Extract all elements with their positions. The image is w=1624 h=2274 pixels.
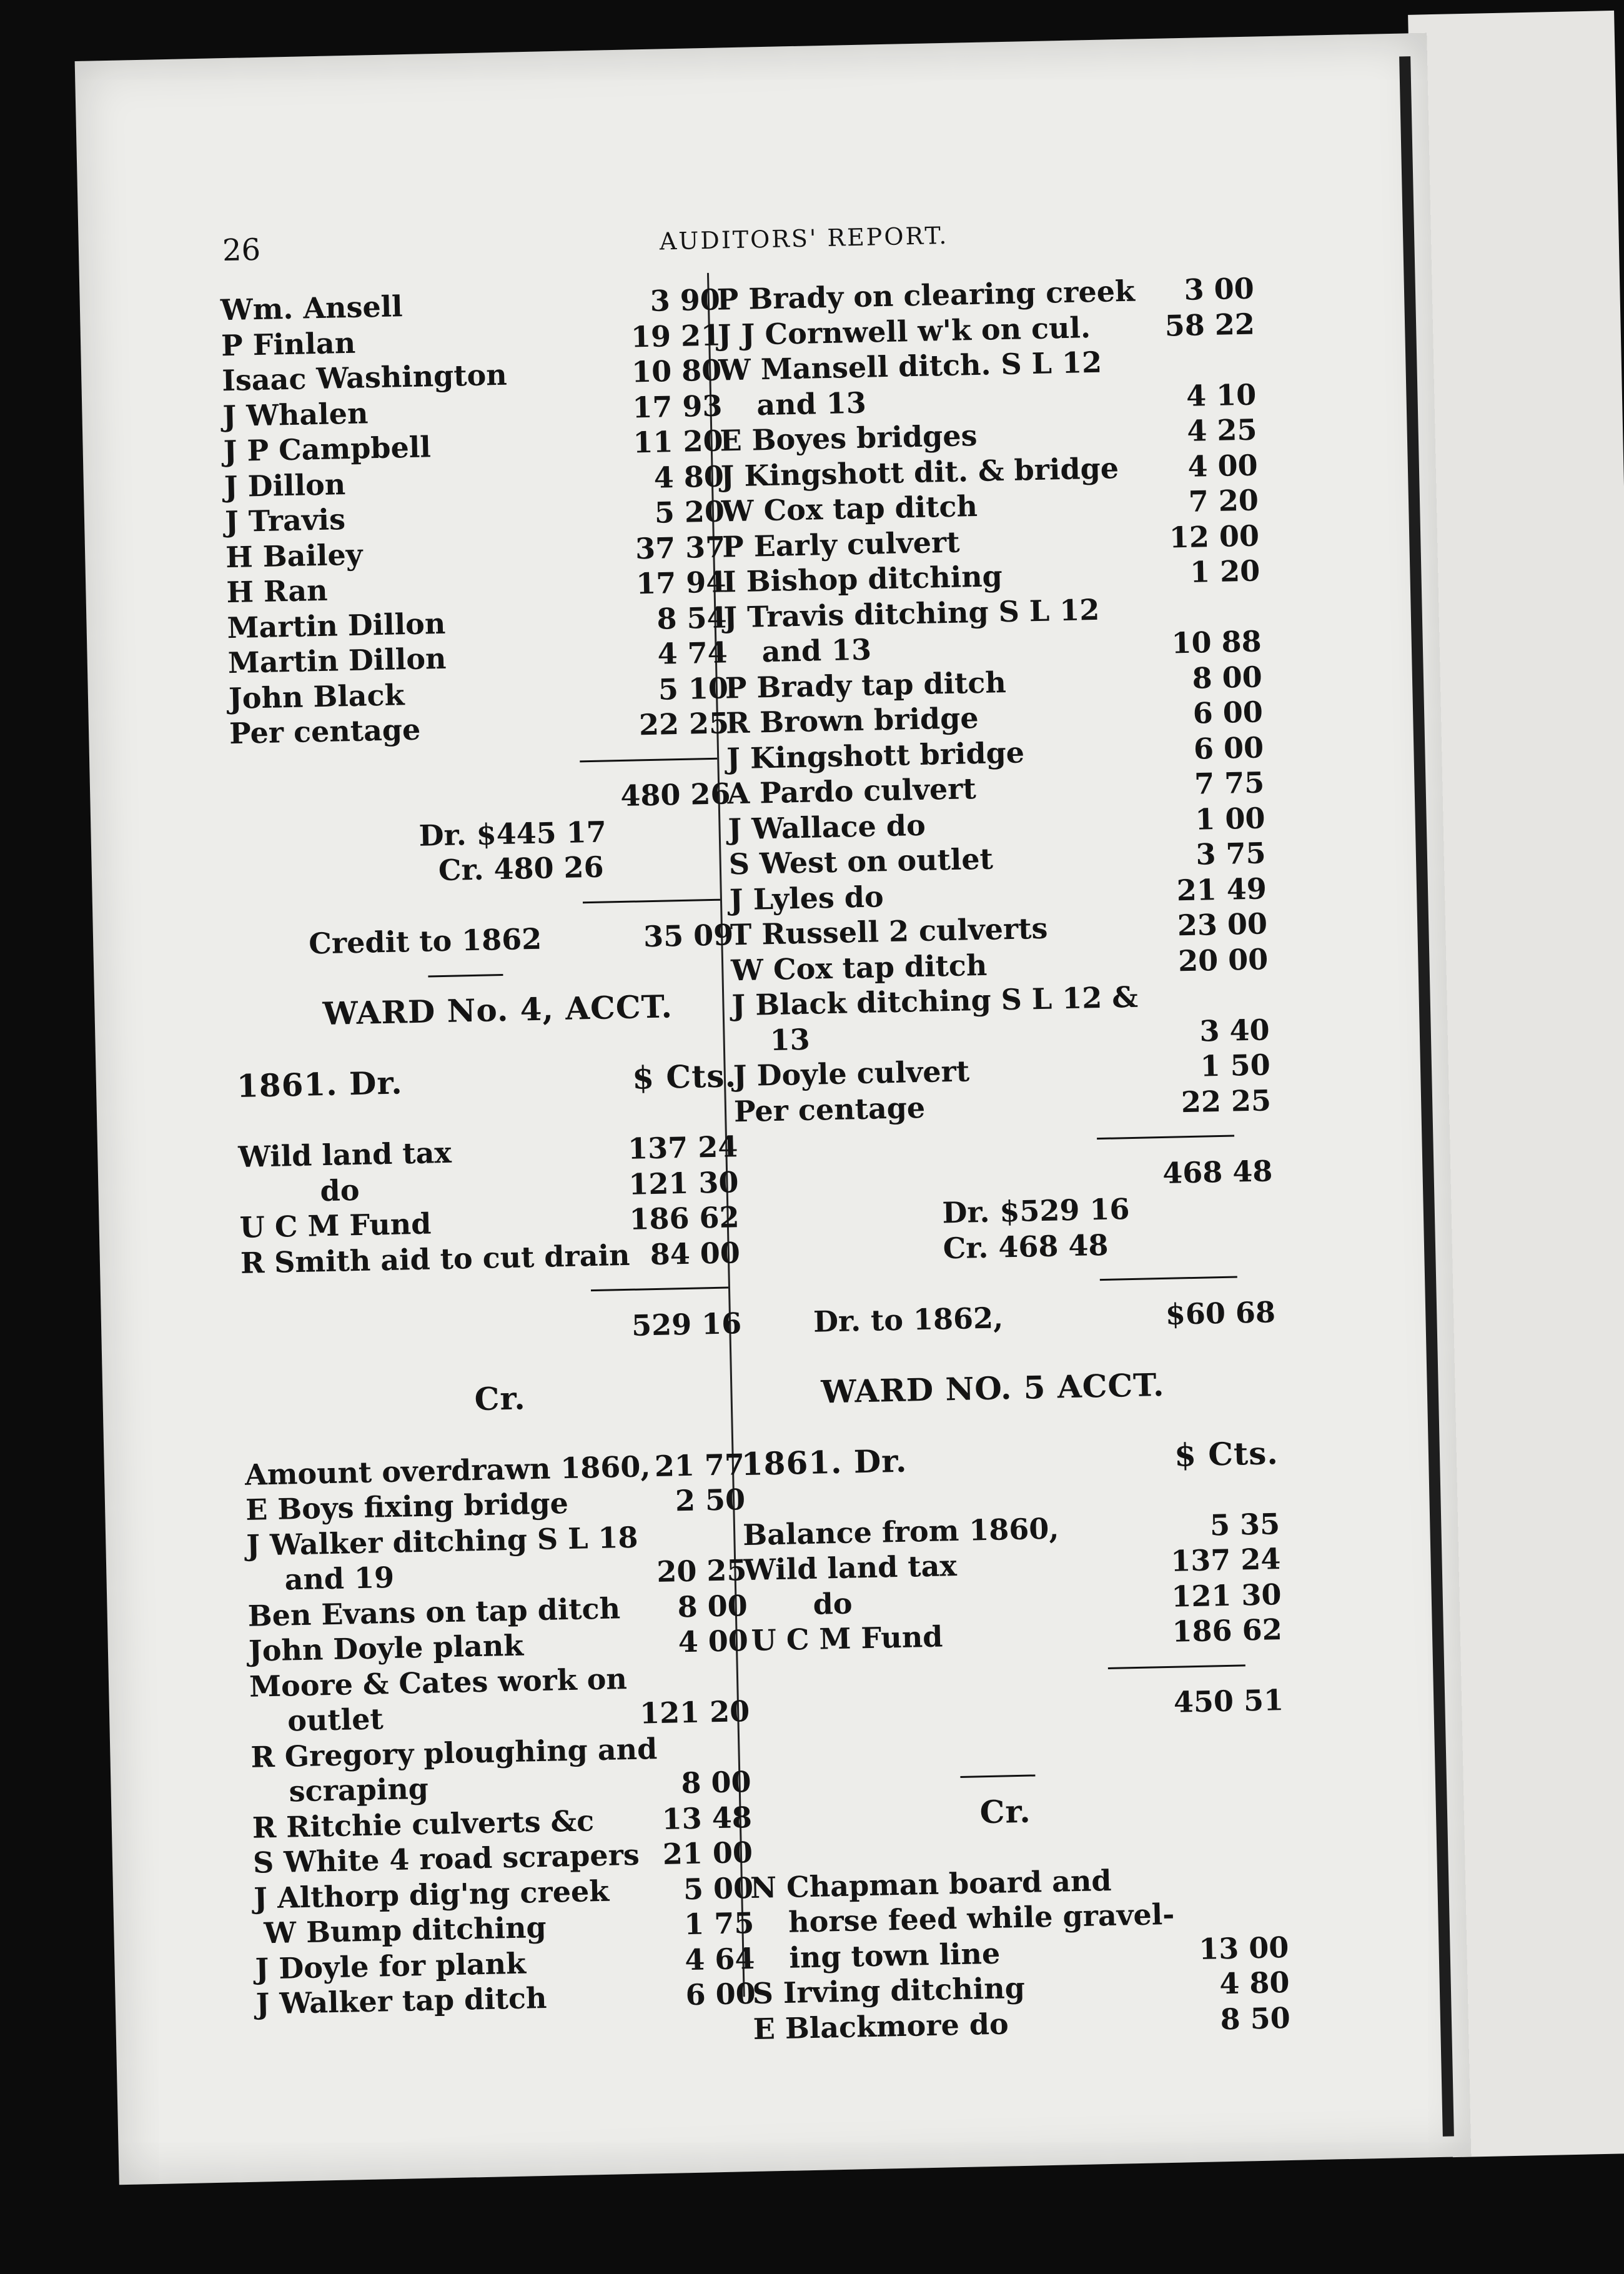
entry-amount: 121 20 bbox=[639, 1694, 750, 1730]
entry-amount: 3 40 bbox=[1199, 1012, 1270, 1048]
entry-label: Cr. 468 48 bbox=[943, 1228, 1109, 1265]
entry-label: Dr. to 1862, bbox=[813, 1300, 1004, 1339]
entry-amount: 5 20 bbox=[654, 494, 725, 530]
page-sheet bbox=[75, 33, 1472, 2185]
entry-label: J Kingshott bridge bbox=[726, 735, 1025, 775]
sum-rule bbox=[1097, 1135, 1234, 1140]
entry-amount: 21 00 bbox=[662, 1835, 753, 1871]
entry-amount: 58 22 bbox=[1164, 307, 1255, 343]
entry-amount: 480 26 bbox=[620, 777, 731, 813]
entry-label: Balance from 1860, bbox=[742, 1511, 1059, 1552]
entry-amount: $ Cts. bbox=[631, 1057, 737, 1096]
entry-amount: 5 35 bbox=[1209, 1506, 1280, 1542]
entry-label: Martin Dillon bbox=[227, 641, 447, 680]
section-rule bbox=[960, 1774, 1035, 1778]
entry-label: John Doyle plank bbox=[248, 1628, 524, 1668]
entry-label: W Cox tap ditch bbox=[730, 948, 988, 987]
entry-amount: 12 00 bbox=[1169, 519, 1260, 555]
entry-label: S Irving ditching bbox=[752, 1970, 1026, 2010]
entry-label: Wild land tax bbox=[743, 1549, 958, 1587]
entry-label: U C M Fund bbox=[751, 1619, 943, 1657]
entry-label: Martin Dillon bbox=[227, 606, 446, 645]
entry-label: J Travis ditching S L 12 bbox=[723, 592, 1100, 634]
page-number: 26 bbox=[222, 232, 261, 269]
sum-rule bbox=[591, 1287, 728, 1292]
entry-label: 13 bbox=[770, 1022, 811, 1057]
entry-label: E Boys fixing bridge bbox=[245, 1486, 569, 1527]
entry-amount: 20 25 bbox=[656, 1553, 748, 1589]
sum-rule bbox=[1100, 1276, 1237, 1281]
entry-amount: 4 80 bbox=[1219, 1965, 1290, 2001]
page-title: AUDITORS' REPORT. bbox=[659, 221, 949, 256]
entry-label: Cr. bbox=[979, 1792, 1032, 1830]
entry-label: Credit to 1862 bbox=[308, 921, 542, 961]
entry-amount: 121 30 bbox=[628, 1164, 739, 1201]
entry-amount: 4 25 bbox=[1186, 412, 1257, 448]
entry-label: H Bailey bbox=[225, 537, 363, 574]
entry-label: N Chapman board and bbox=[750, 1863, 1112, 1905]
entry-label: W Cox tap ditch bbox=[721, 489, 978, 529]
entry-label: T Russell 2 culverts bbox=[730, 911, 1048, 952]
entry-amount: 6 00 bbox=[1193, 730, 1264, 766]
entry-label: R Ritchie culverts &c bbox=[252, 1803, 595, 1845]
entry-label: WARD NO. 5 ACCT. bbox=[820, 1366, 1165, 1410]
entry-label: J Doyle culvert bbox=[733, 1054, 970, 1093]
entry-label: and 13 bbox=[756, 385, 867, 422]
entry-label: U C M Fund bbox=[239, 1206, 432, 1244]
entry-amount: 468 48 bbox=[1162, 1153, 1273, 1190]
entry-amount: 21 77 bbox=[654, 1447, 745, 1483]
entry-label: Wm. Ansell bbox=[220, 289, 404, 327]
entry-label: W Mansell ditch. S L 12 bbox=[718, 345, 1102, 387]
entry-amount: 529 16 bbox=[631, 1306, 742, 1343]
entry-amount: 4 00 bbox=[678, 1624, 749, 1659]
entry-label: P Early culvert bbox=[721, 525, 960, 564]
entry-label: J J Cornwell w'k on cul. bbox=[717, 310, 1091, 352]
entry-amount: 3 75 bbox=[1196, 836, 1267, 871]
entry-amount: 1 75 bbox=[683, 1905, 755, 1942]
entry-label: J Althorp dig'ng creek bbox=[253, 1874, 610, 1915]
entry-amount: 84 00 bbox=[650, 1235, 741, 1271]
entry-label: A Pardo culvert bbox=[726, 772, 977, 811]
sum-rule bbox=[1108, 1664, 1245, 1669]
entry-amount: 7 75 bbox=[1194, 765, 1265, 801]
entry-amount: 17 93 bbox=[631, 388, 723, 424]
entry-label: Dr. $445 17 bbox=[418, 814, 607, 853]
entry-amount: 19 21 bbox=[630, 317, 721, 354]
entry-label: P Brady tap ditch bbox=[725, 665, 1007, 705]
entry-label: E Blackmore do bbox=[753, 2006, 1009, 2046]
entry-label: J Whalen bbox=[222, 395, 369, 433]
entry-label: Isaac Washington bbox=[221, 357, 508, 398]
entry-label: 1861. Dr. bbox=[741, 1442, 908, 1482]
entry-label: J Travis bbox=[224, 502, 346, 539]
entry-amount: 137 24 bbox=[1170, 1542, 1281, 1578]
entry-label: outlet bbox=[287, 1702, 384, 1738]
entry-label: P Brady on clearing creek bbox=[716, 274, 1136, 317]
entry-label: Dr. $529 16 bbox=[941, 1192, 1131, 1230]
entry-amount: 10 88 bbox=[1171, 624, 1262, 660]
entry-amount: 8 00 bbox=[1192, 659, 1263, 695]
entry-label: J Doyle for plank bbox=[255, 1946, 527, 1986]
entry-amount: 4 74 bbox=[657, 635, 728, 671]
entry-amount: 6 00 bbox=[685, 1976, 756, 2012]
entry-amount: 7 20 bbox=[1188, 483, 1259, 519]
entry-amount: 11 20 bbox=[633, 424, 724, 460]
entry-label: Wild land tax bbox=[237, 1135, 452, 1174]
entry-label: P Finlan bbox=[220, 325, 356, 362]
sum-rule bbox=[583, 898, 720, 903]
entry-amount: 10 80 bbox=[631, 353, 722, 389]
entry-amount: 17 94 bbox=[635, 565, 726, 601]
entry-label: do bbox=[813, 1586, 853, 1621]
entry-amount: 23 00 bbox=[1177, 906, 1268, 943]
entry-amount: 137 24 bbox=[627, 1130, 738, 1166]
entry-amount: 450 51 bbox=[1173, 1683, 1284, 1719]
entry-label: scraping bbox=[289, 1771, 429, 1809]
entry-amount: 21 49 bbox=[1176, 871, 1267, 907]
entry-amount: 22 25 bbox=[1181, 1083, 1272, 1119]
entry-label: S West on outlet bbox=[728, 842, 994, 881]
entry-label: Moore & Cates work on bbox=[249, 1661, 628, 1704]
sum-rule bbox=[580, 757, 717, 762]
entry-label: W Bump ditching bbox=[263, 1910, 547, 1950]
entry-label: J Black ditching S L 12 & bbox=[731, 980, 1139, 1023]
entry-amount: 8 00 bbox=[677, 1588, 748, 1624]
entry-amount: 5 10 bbox=[658, 670, 729, 707]
entry-label: S White 4 road scrapers bbox=[252, 1837, 640, 1880]
entry-amount: $ Cts. bbox=[1174, 1434, 1279, 1474]
entry-label: Ben Evans on tap ditch bbox=[247, 1591, 621, 1633]
entry-label: Per centage bbox=[733, 1090, 926, 1128]
entry-amount: 186 62 bbox=[629, 1200, 740, 1236]
entry-amount: 13 48 bbox=[661, 1800, 753, 1836]
entry-amount: 8 00 bbox=[680, 1764, 752, 1800]
entry-label: WARD No. 4, ACCT. bbox=[322, 988, 673, 1033]
entry-label: Per centage bbox=[229, 712, 421, 751]
entry-label: and 13 bbox=[761, 632, 872, 669]
entry-amount: 3 00 bbox=[1184, 271, 1255, 307]
entry-label: H Ran bbox=[225, 573, 329, 610]
entry-label: J P Campbell bbox=[223, 430, 432, 469]
entry-label: Amount overdrawn 1860, bbox=[244, 1449, 651, 1492]
entry-label: J Kingshott dit. & bridge bbox=[720, 450, 1119, 494]
entry-amount: 4 80 bbox=[653, 459, 725, 495]
entry-amount: 4 64 bbox=[684, 1941, 756, 1977]
entry-label: E Boyes bridges bbox=[720, 418, 978, 458]
entry-label: Cr. bbox=[473, 1379, 527, 1418]
section-rule bbox=[428, 974, 503, 978]
entry-amount: 22 25 bbox=[638, 706, 730, 742]
entry-label: J Wallace do bbox=[728, 808, 926, 846]
entry-label: horse feed while gravel- bbox=[788, 1897, 1175, 1939]
entry-amount: 20 00 bbox=[1177, 941, 1269, 978]
entry-label: John Black bbox=[228, 677, 405, 715]
entry-amount: $60 68 bbox=[1165, 1294, 1276, 1331]
entry-amount: 35 09 bbox=[643, 918, 734, 954]
entry-amount: 4 10 bbox=[1186, 377, 1257, 413]
entry-label: J Lyles do bbox=[729, 879, 884, 916]
entry-label: and 19 bbox=[284, 1560, 395, 1597]
entry-amount: 6 00 bbox=[1192, 695, 1264, 730]
entry-label: 1861. Dr. bbox=[236, 1064, 404, 1105]
entry-amount: 8 50 bbox=[1220, 2000, 1291, 2036]
entry-label: R Gregory ploughing and bbox=[250, 1731, 658, 1774]
entry-label: do bbox=[320, 1173, 360, 1208]
left-column bbox=[220, 282, 768, 2022]
entry-amount: 1 00 bbox=[1194, 800, 1265, 837]
entry-amount: 1 50 bbox=[1200, 1048, 1271, 1083]
entry-label: J Walker ditching S L 18 bbox=[245, 1520, 639, 1562]
entry-label: R Brown bridge bbox=[725, 700, 979, 740]
entry-label: R Smith aid to cut drain bbox=[240, 1238, 630, 1280]
entry-label: ing town line bbox=[788, 1936, 1001, 1975]
entry-amount: 4 00 bbox=[1187, 448, 1259, 484]
entry-amount: 13 00 bbox=[1198, 1930, 1289, 1966]
entry-amount: 121 30 bbox=[1171, 1577, 1282, 1614]
right-column bbox=[716, 271, 1315, 2047]
entry-amount: 2 50 bbox=[675, 1482, 746, 1518]
entry-amount: 37 37 bbox=[635, 529, 726, 565]
entry-label: I Bishop ditching bbox=[722, 559, 1003, 599]
entry-label: Cr. 480 26 bbox=[438, 850, 605, 888]
entry-label: J Dillon bbox=[224, 467, 346, 504]
entry-amount: 186 62 bbox=[1172, 1612, 1283, 1649]
entry-amount: 5 00 bbox=[683, 1870, 754, 1906]
entry-amount: 3 90 bbox=[650, 282, 721, 318]
entry-label: J Walker tap ditch bbox=[255, 1980, 547, 2021]
entry-amount: 8 54 bbox=[656, 600, 728, 636]
entry-amount: 1 20 bbox=[1189, 554, 1260, 589]
